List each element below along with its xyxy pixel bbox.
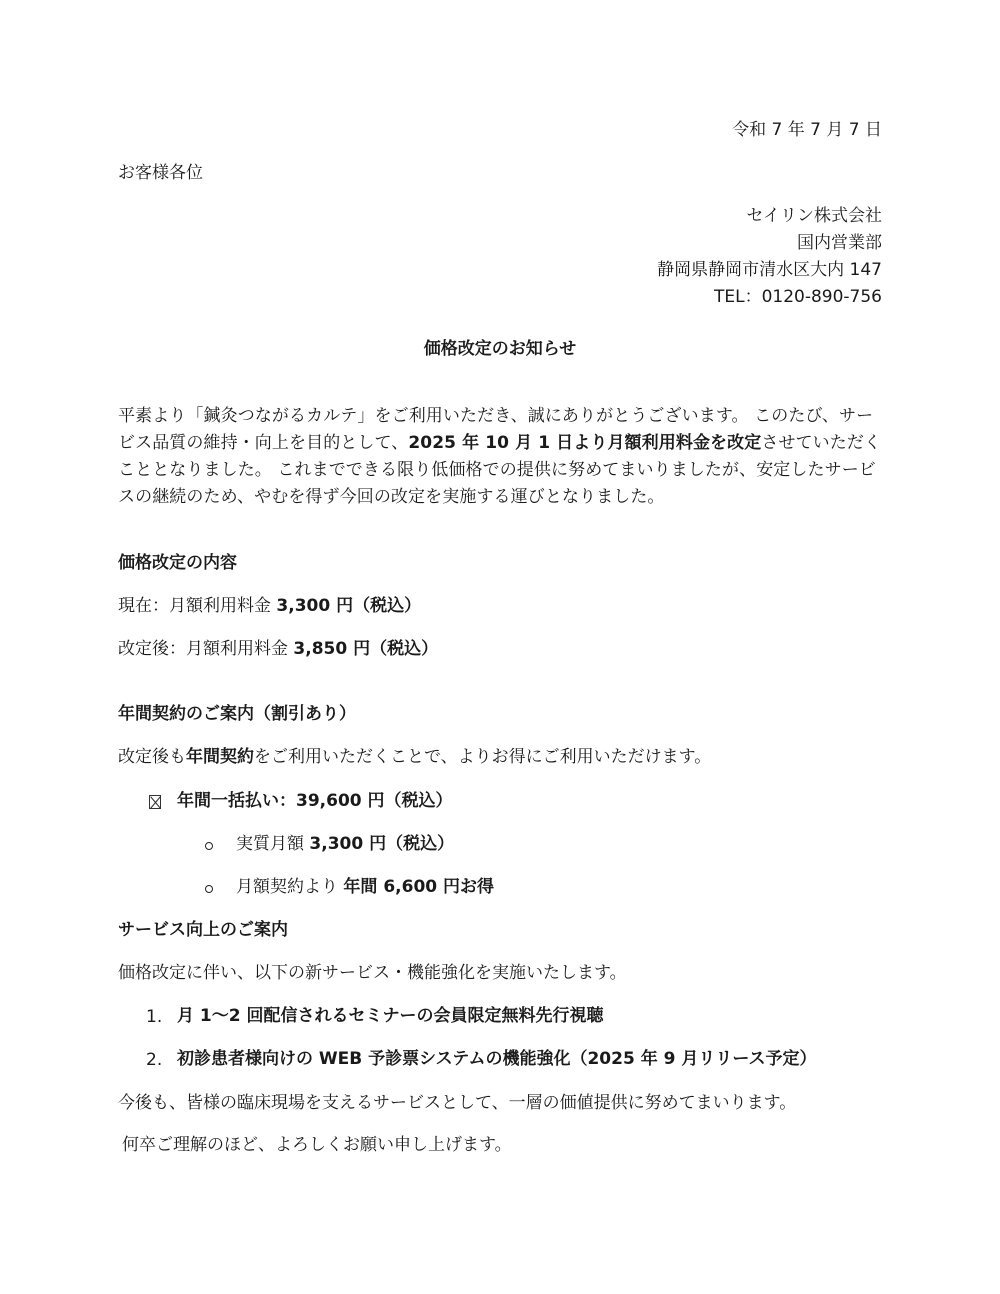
list-item: 月 1～2 回配信されるセミナーの会員限定無料先行視聴 — [177, 1006, 604, 1026]
circle-bullet-icon — [205, 842, 213, 850]
intro-text-1: 平素より「鍼灸つながるカルテ」をご利用いただき、誠にありがとうございます。 このたび、サービス品質の維持・向上を目的として、 — [118, 406, 874, 453]
sub-item-2-value: 年間 6,600 円お得 — [343, 877, 495, 897]
addressee: お客様各位 — [118, 163, 203, 183]
annual-sub-item-2 — [236, 879, 494, 896]
sub-item-1-value: 3,300 円（税込） — [309, 834, 455, 854]
new-price — [118, 641, 438, 658]
annual-section-heading: 年間契約のご案内（割引あり） — [118, 704, 356, 724]
new-price-label: 改定後：月額利用料金 — [118, 639, 294, 659]
service-section-heading: サービス向上のご案内 — [118, 920, 288, 940]
current-price — [118, 598, 421, 615]
sender-company: セイリン株式会社 — [746, 206, 882, 226]
sender-department: 国内営業部 — [797, 233, 882, 253]
closing-line-2: 何卒ご理解のほど、よろしくお願い申し上げます。 — [122, 1135, 512, 1155]
intro-text-bold: 2025 年 10 月 1 日より月額利用料金を改定 — [408, 433, 762, 453]
checkbox-bullet-icon — [149, 795, 161, 809]
sender-address: 静岡県静岡市清水区大内 147 — [657, 260, 882, 280]
letter-date: 令和 7 年 7 月 7 日 — [732, 120, 882, 140]
list-item-number: 1. — [146, 1007, 163, 1027]
annual-intro-pre: 改定後も — [118, 747, 186, 767]
intro-paragraph — [118, 403, 883, 511]
list-item: 初診患者様向けの WEB 予診票システムの機能強化（2025 年 9 月リリース予定） — [177, 1049, 817, 1069]
price-section-heading: 価格改定の内容 — [118, 553, 237, 573]
annual-intro — [118, 749, 711, 766]
sender-tel: TEL：0120-890-756 — [713, 287, 882, 307]
annual-intro-post: をご利用いただくことで、よりお得にご利用いただけます。 — [254, 747, 712, 767]
current-price-label: 現在：月額利用料金 — [118, 596, 277, 616]
closing-line-1: 今後も、皆様の臨床現場を支えるサービスとして、一層の価値提供に努めてまいります。 — [118, 1093, 797, 1113]
annual-sub-item-1 — [236, 836, 454, 853]
service-intro: 価格改定に伴い、以下の新サービス・機能強化を実施いたします。 — [118, 963, 627, 983]
circle-bullet-icon — [205, 885, 213, 893]
sub-item-2-label: 月額契約より — [236, 877, 344, 897]
current-price-value: 3,300 円（税込） — [276, 596, 422, 616]
annual-intro-bold: 年間契約 — [186, 747, 254, 767]
intro-text-2: させていただくこととなりました。 これまでできる限り低価格での提供に努めてまいりましたが、安定したサービスの継続のため、やむを得ず今回の改定を実施する運びとなりました。 — [118, 433, 882, 507]
list-item-number: 2. — [146, 1050, 163, 1070]
annual-bullet: 年間一括払い：39,600 円（税込） — [177, 791, 453, 811]
sub-item-1-label: 実質月額 — [236, 834, 310, 854]
new-price-value: 3,850 円（税込） — [293, 639, 439, 659]
document-title: 価格改定のお知らせ — [423, 339, 577, 359]
